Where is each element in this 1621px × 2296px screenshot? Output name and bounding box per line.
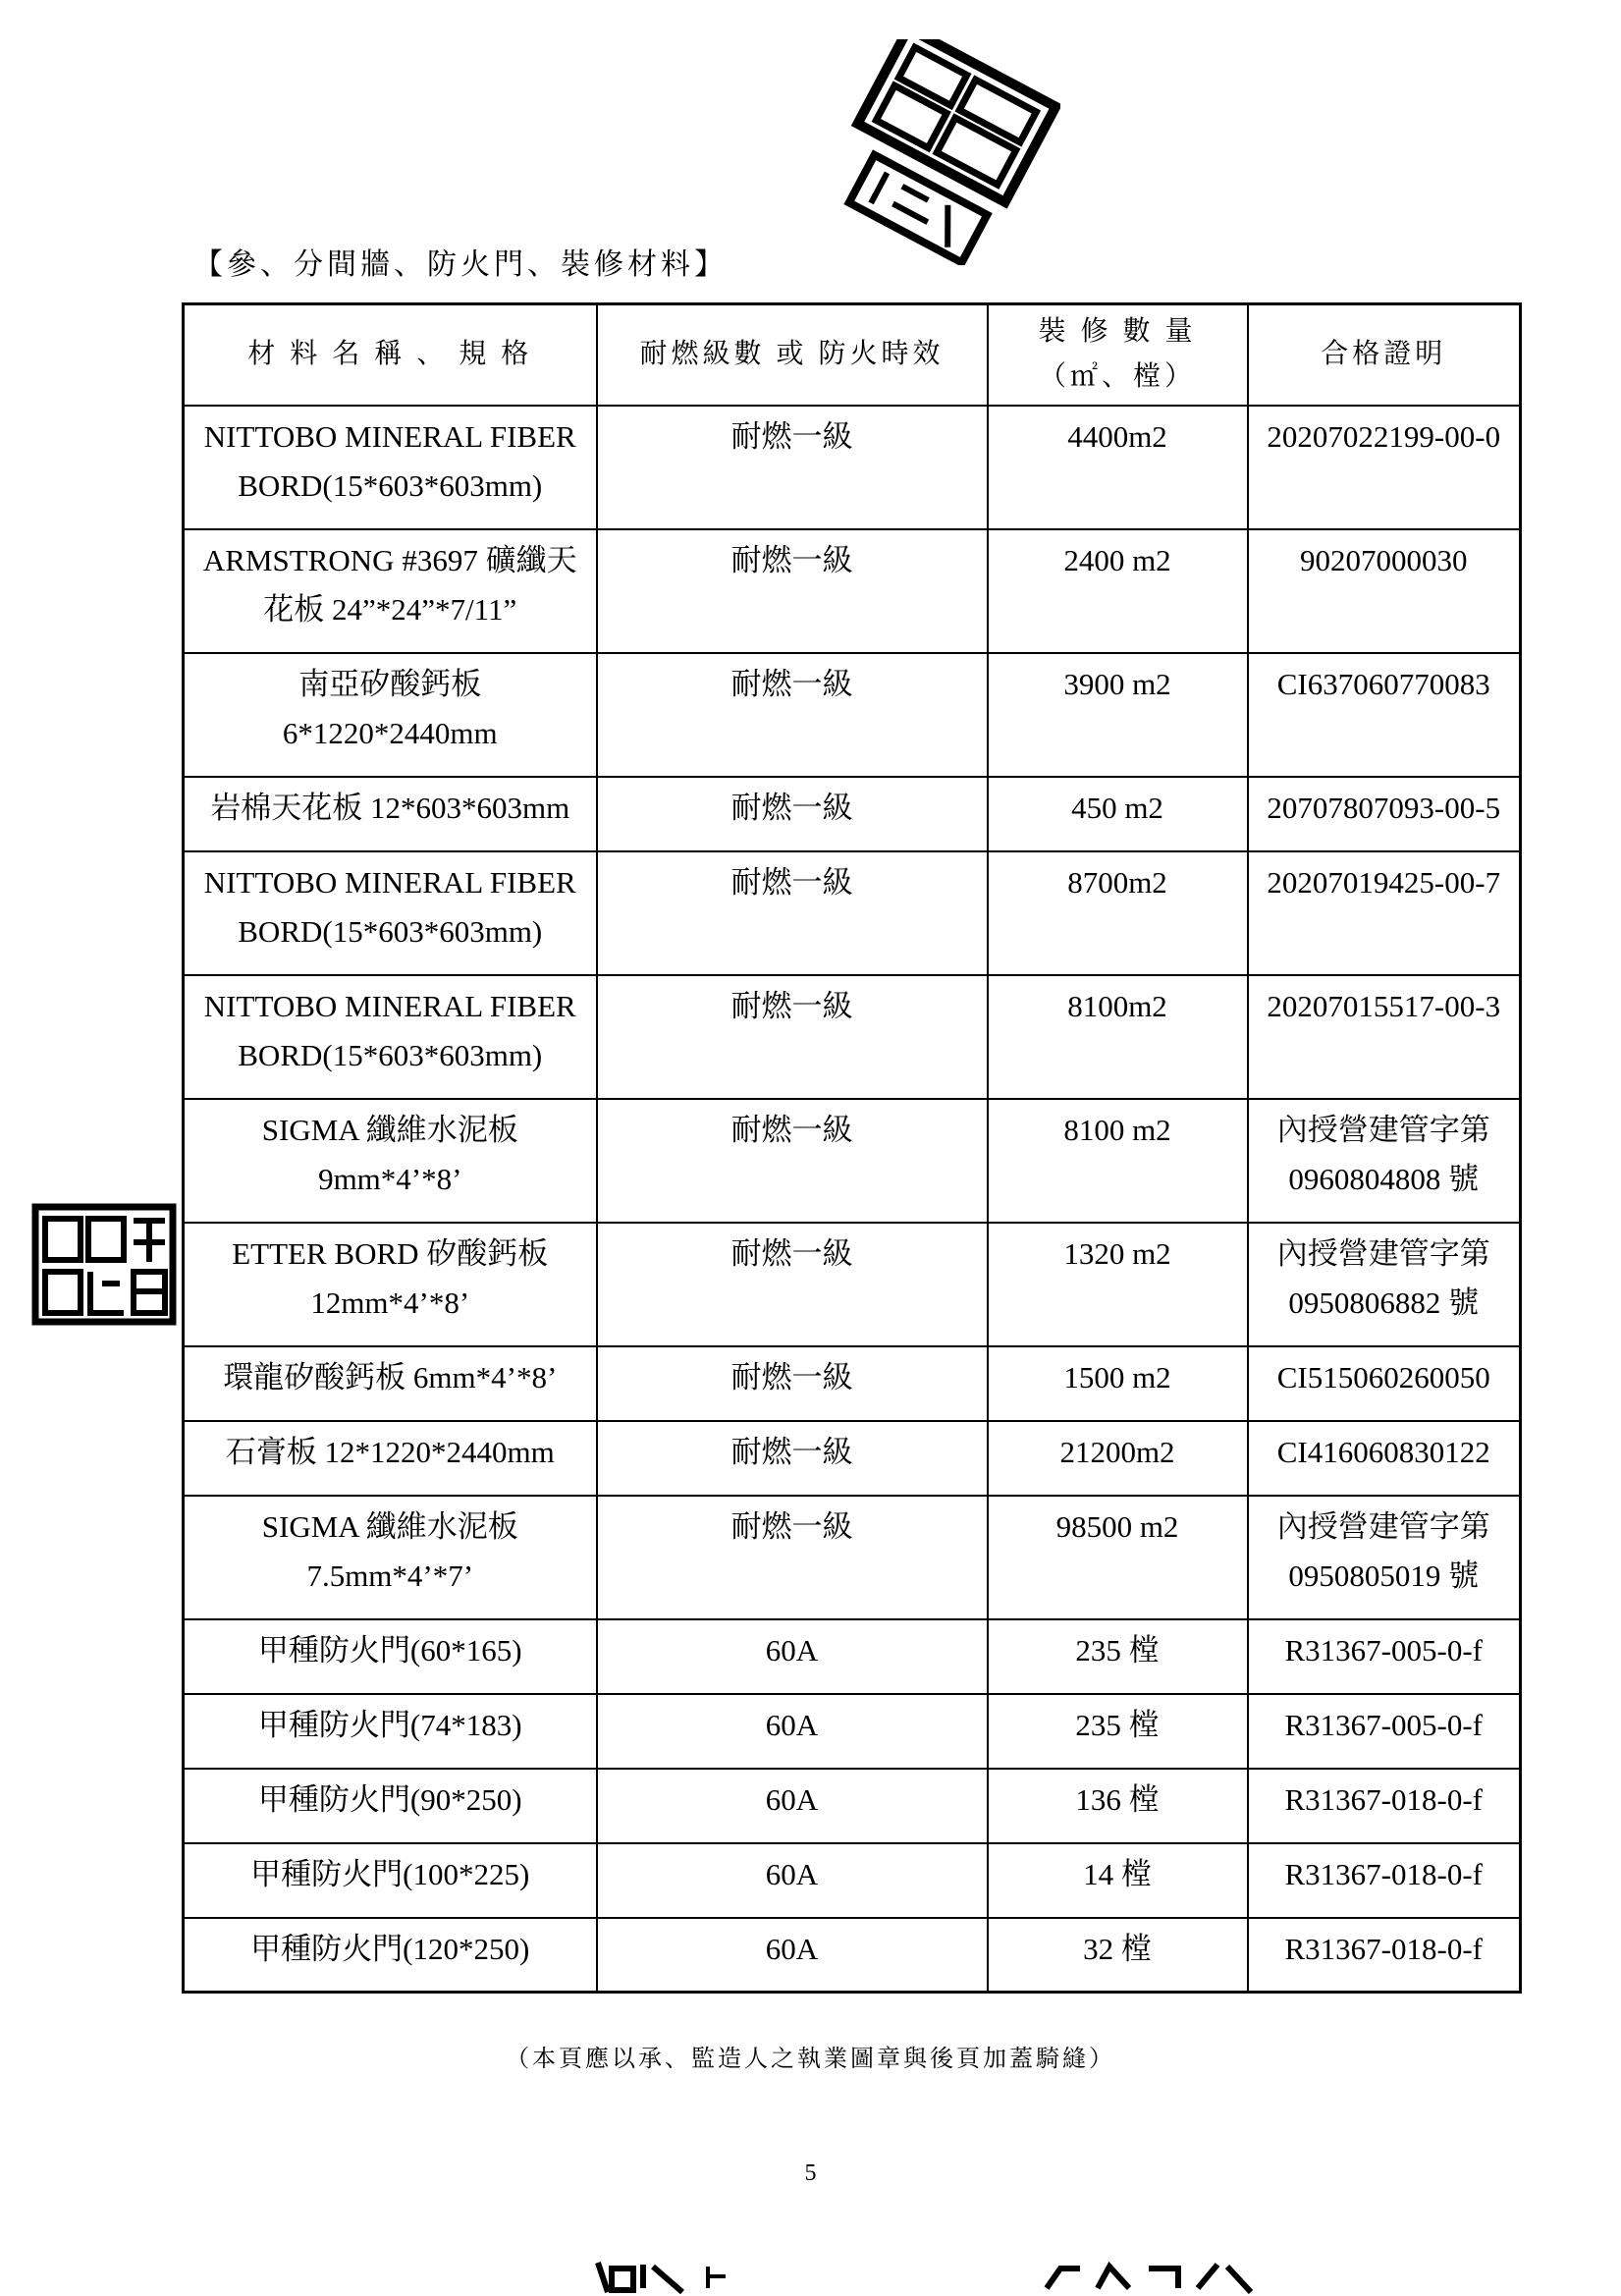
cell-quantity: 3900 m2 bbox=[988, 653, 1248, 777]
cell-material-name: 甲種防火門(74*183) bbox=[184, 1694, 597, 1769]
table-row bbox=[184, 777, 1521, 851]
bottom-seal-fragment-left bbox=[594, 2259, 687, 2294]
table-row bbox=[184, 1496, 1521, 1619]
cell-quantity: 2400 m2 bbox=[988, 529, 1248, 653]
header-quantity-unit: （㎡、樘） bbox=[1038, 361, 1196, 393]
footnote: （本頁應以承、監造人之執業圖章與後頁加蓋騎縫） bbox=[506, 2047, 1115, 2072]
section-title: 【參、分間牆、防火門、裝修材料】 bbox=[193, 248, 728, 281]
header-certificate: 合格證明 bbox=[1248, 304, 1521, 406]
cell-material-name: SIGMA 纖維水泥板 7.5mm*4’*7’ bbox=[184, 1496, 597, 1619]
cell-certificate: R31367-018-0-f bbox=[1248, 1843, 1521, 1918]
bottom-seal-fragment-mid bbox=[702, 2259, 731, 2294]
cell-certificate: 20207015517-00-3 bbox=[1248, 975, 1521, 1099]
table-row bbox=[184, 851, 1521, 975]
cell-rating: 60A bbox=[597, 1619, 988, 1694]
table-row bbox=[184, 1223, 1521, 1346]
cell-quantity: 1500 m2 bbox=[988, 1346, 1248, 1421]
cell-rating: 耐燃一級 bbox=[597, 1496, 988, 1619]
cell-quantity: 8100 m2 bbox=[988, 1099, 1248, 1223]
cell-material-name: 環龍矽酸鈣板 6mm*4’*8’ bbox=[184, 1346, 597, 1421]
cell-rating: 60A bbox=[597, 1843, 988, 1918]
cell-material-name: 石膏板 12*1220*2440mm bbox=[184, 1421, 597, 1496]
cell-rating: 耐燃一級 bbox=[597, 1346, 988, 1421]
cell-certificate: 20207019425-00-7 bbox=[1248, 851, 1521, 975]
cell-quantity: 450 m2 bbox=[988, 777, 1248, 851]
header-material-name: 材 料 名 稱 、 規 格 bbox=[184, 304, 597, 406]
cell-rating: 耐燃一級 bbox=[597, 529, 988, 653]
cell-quantity: 235 樘 bbox=[988, 1619, 1248, 1694]
cell-material-name: 甲種防火門(90*250) bbox=[184, 1769, 597, 1843]
cell-certificate: CI515060260050 bbox=[1248, 1346, 1521, 1421]
cell-rating: 耐燃一級 bbox=[597, 1421, 988, 1496]
cell-certificate: R31367-018-0-f bbox=[1248, 1918, 1521, 1993]
cell-quantity: 136 樘 bbox=[988, 1769, 1248, 1843]
cell-rating: 耐燃一級 bbox=[597, 406, 988, 529]
cell-certificate: R31367-005-0-f bbox=[1248, 1619, 1521, 1694]
cell-certificate: 內授營建管字第 0950805019 號 bbox=[1248, 1496, 1521, 1619]
cell-quantity: 235 樘 bbox=[988, 1694, 1248, 1769]
cell-material-name: ETTER BORD 矽酸鈣板 12mm*4’*8’ bbox=[184, 1223, 597, 1346]
cell-rating: 耐燃一級 bbox=[597, 1099, 988, 1223]
cell-certificate: R31367-018-0-f bbox=[1248, 1769, 1521, 1843]
cell-material-name: ARMSTRONG #3697 礦纖天 花板 24”*24”*7/11” bbox=[184, 529, 597, 653]
cell-material-name: SIGMA 纖維水泥板 9mm*4’*8’ bbox=[184, 1099, 597, 1223]
cell-material-name: NITTOBO MINERAL FIBER BORD(15*603*603mm) bbox=[184, 406, 597, 529]
table-row bbox=[184, 1099, 1521, 1223]
header-quantity-label: 裝 修 數 量 bbox=[1038, 316, 1197, 348]
cell-certificate: 20207022199-00-0 bbox=[1248, 406, 1521, 529]
cell-quantity: 8100m2 bbox=[988, 975, 1248, 1099]
cell-quantity: 32 樘 bbox=[988, 1918, 1248, 1993]
materials-table bbox=[182, 302, 1522, 1994]
cell-material-name: NITTOBO MINERAL FIBER BORD(15*603*603mm) bbox=[184, 975, 597, 1099]
cell-certificate: CI637060770083 bbox=[1248, 653, 1521, 777]
cell-quantity: 21200m2 bbox=[988, 1421, 1248, 1496]
cell-rating: 耐燃一級 bbox=[597, 1223, 988, 1346]
cell-certificate: 內授營建管字第 0950806882 號 bbox=[1248, 1223, 1521, 1346]
table-row bbox=[184, 653, 1521, 777]
page-number: 5 bbox=[804, 2160, 817, 2186]
cell-material-name: 甲種防火門(100*225) bbox=[184, 1843, 597, 1918]
table-row bbox=[184, 1694, 1521, 1769]
cell-material-name: 甲種防火門(120*250) bbox=[184, 1918, 597, 1993]
cell-rating: 60A bbox=[597, 1694, 988, 1769]
bottom-seal-fragment-right bbox=[1041, 2259, 1257, 2294]
cell-material-name: 岩棉天花板 12*603*603mm bbox=[184, 777, 597, 851]
table-row bbox=[184, 529, 1521, 653]
cell-quantity: 8700m2 bbox=[988, 851, 1248, 975]
cell-quantity: 4400m2 bbox=[988, 406, 1248, 529]
cell-certificate: 20707807093-00-5 bbox=[1248, 777, 1521, 851]
table-row bbox=[184, 1918, 1521, 1993]
table-row bbox=[184, 1843, 1521, 1918]
header-quantity bbox=[988, 304, 1248, 406]
cell-quantity: 1320 m2 bbox=[988, 1223, 1248, 1346]
cell-certificate: 90207000030 bbox=[1248, 529, 1521, 653]
cell-rating: 耐燃一級 bbox=[597, 653, 988, 777]
table-row bbox=[184, 1769, 1521, 1843]
cell-rating: 耐燃一級 bbox=[597, 777, 988, 851]
table-row bbox=[184, 406, 1521, 529]
cell-rating: 60A bbox=[597, 1769, 988, 1843]
table-row bbox=[184, 1619, 1521, 1694]
official-seal-stamp bbox=[825, 39, 1060, 265]
header-rating: 耐燃級數 或 防火時效 bbox=[597, 304, 988, 406]
cell-material-name: NITTOBO MINERAL FIBER BORD(15*603*603mm) bbox=[184, 851, 597, 975]
table-row bbox=[184, 1421, 1521, 1496]
cell-certificate: R31367-005-0-f bbox=[1248, 1694, 1521, 1769]
cell-material-name: 南亞矽酸鈣板 6*1220*2440mm bbox=[184, 653, 597, 777]
cell-material-name: 甲種防火門(60*165) bbox=[184, 1619, 597, 1694]
cell-rating: 耐燃一級 bbox=[597, 851, 988, 975]
table-row bbox=[184, 975, 1521, 1099]
cell-rating: 60A bbox=[597, 1918, 988, 1993]
left-seal-stamp bbox=[31, 1203, 177, 1326]
cell-certificate: CI416060830122 bbox=[1248, 1421, 1521, 1496]
table-row bbox=[184, 1346, 1521, 1421]
cell-quantity: 14 樘 bbox=[988, 1843, 1248, 1918]
cell-rating: 耐燃一級 bbox=[597, 975, 988, 1099]
cell-certificate: 內授營建管字第 0960804808 號 bbox=[1248, 1099, 1521, 1223]
cell-quantity: 98500 m2 bbox=[988, 1496, 1248, 1619]
table-header-row bbox=[184, 304, 1521, 406]
